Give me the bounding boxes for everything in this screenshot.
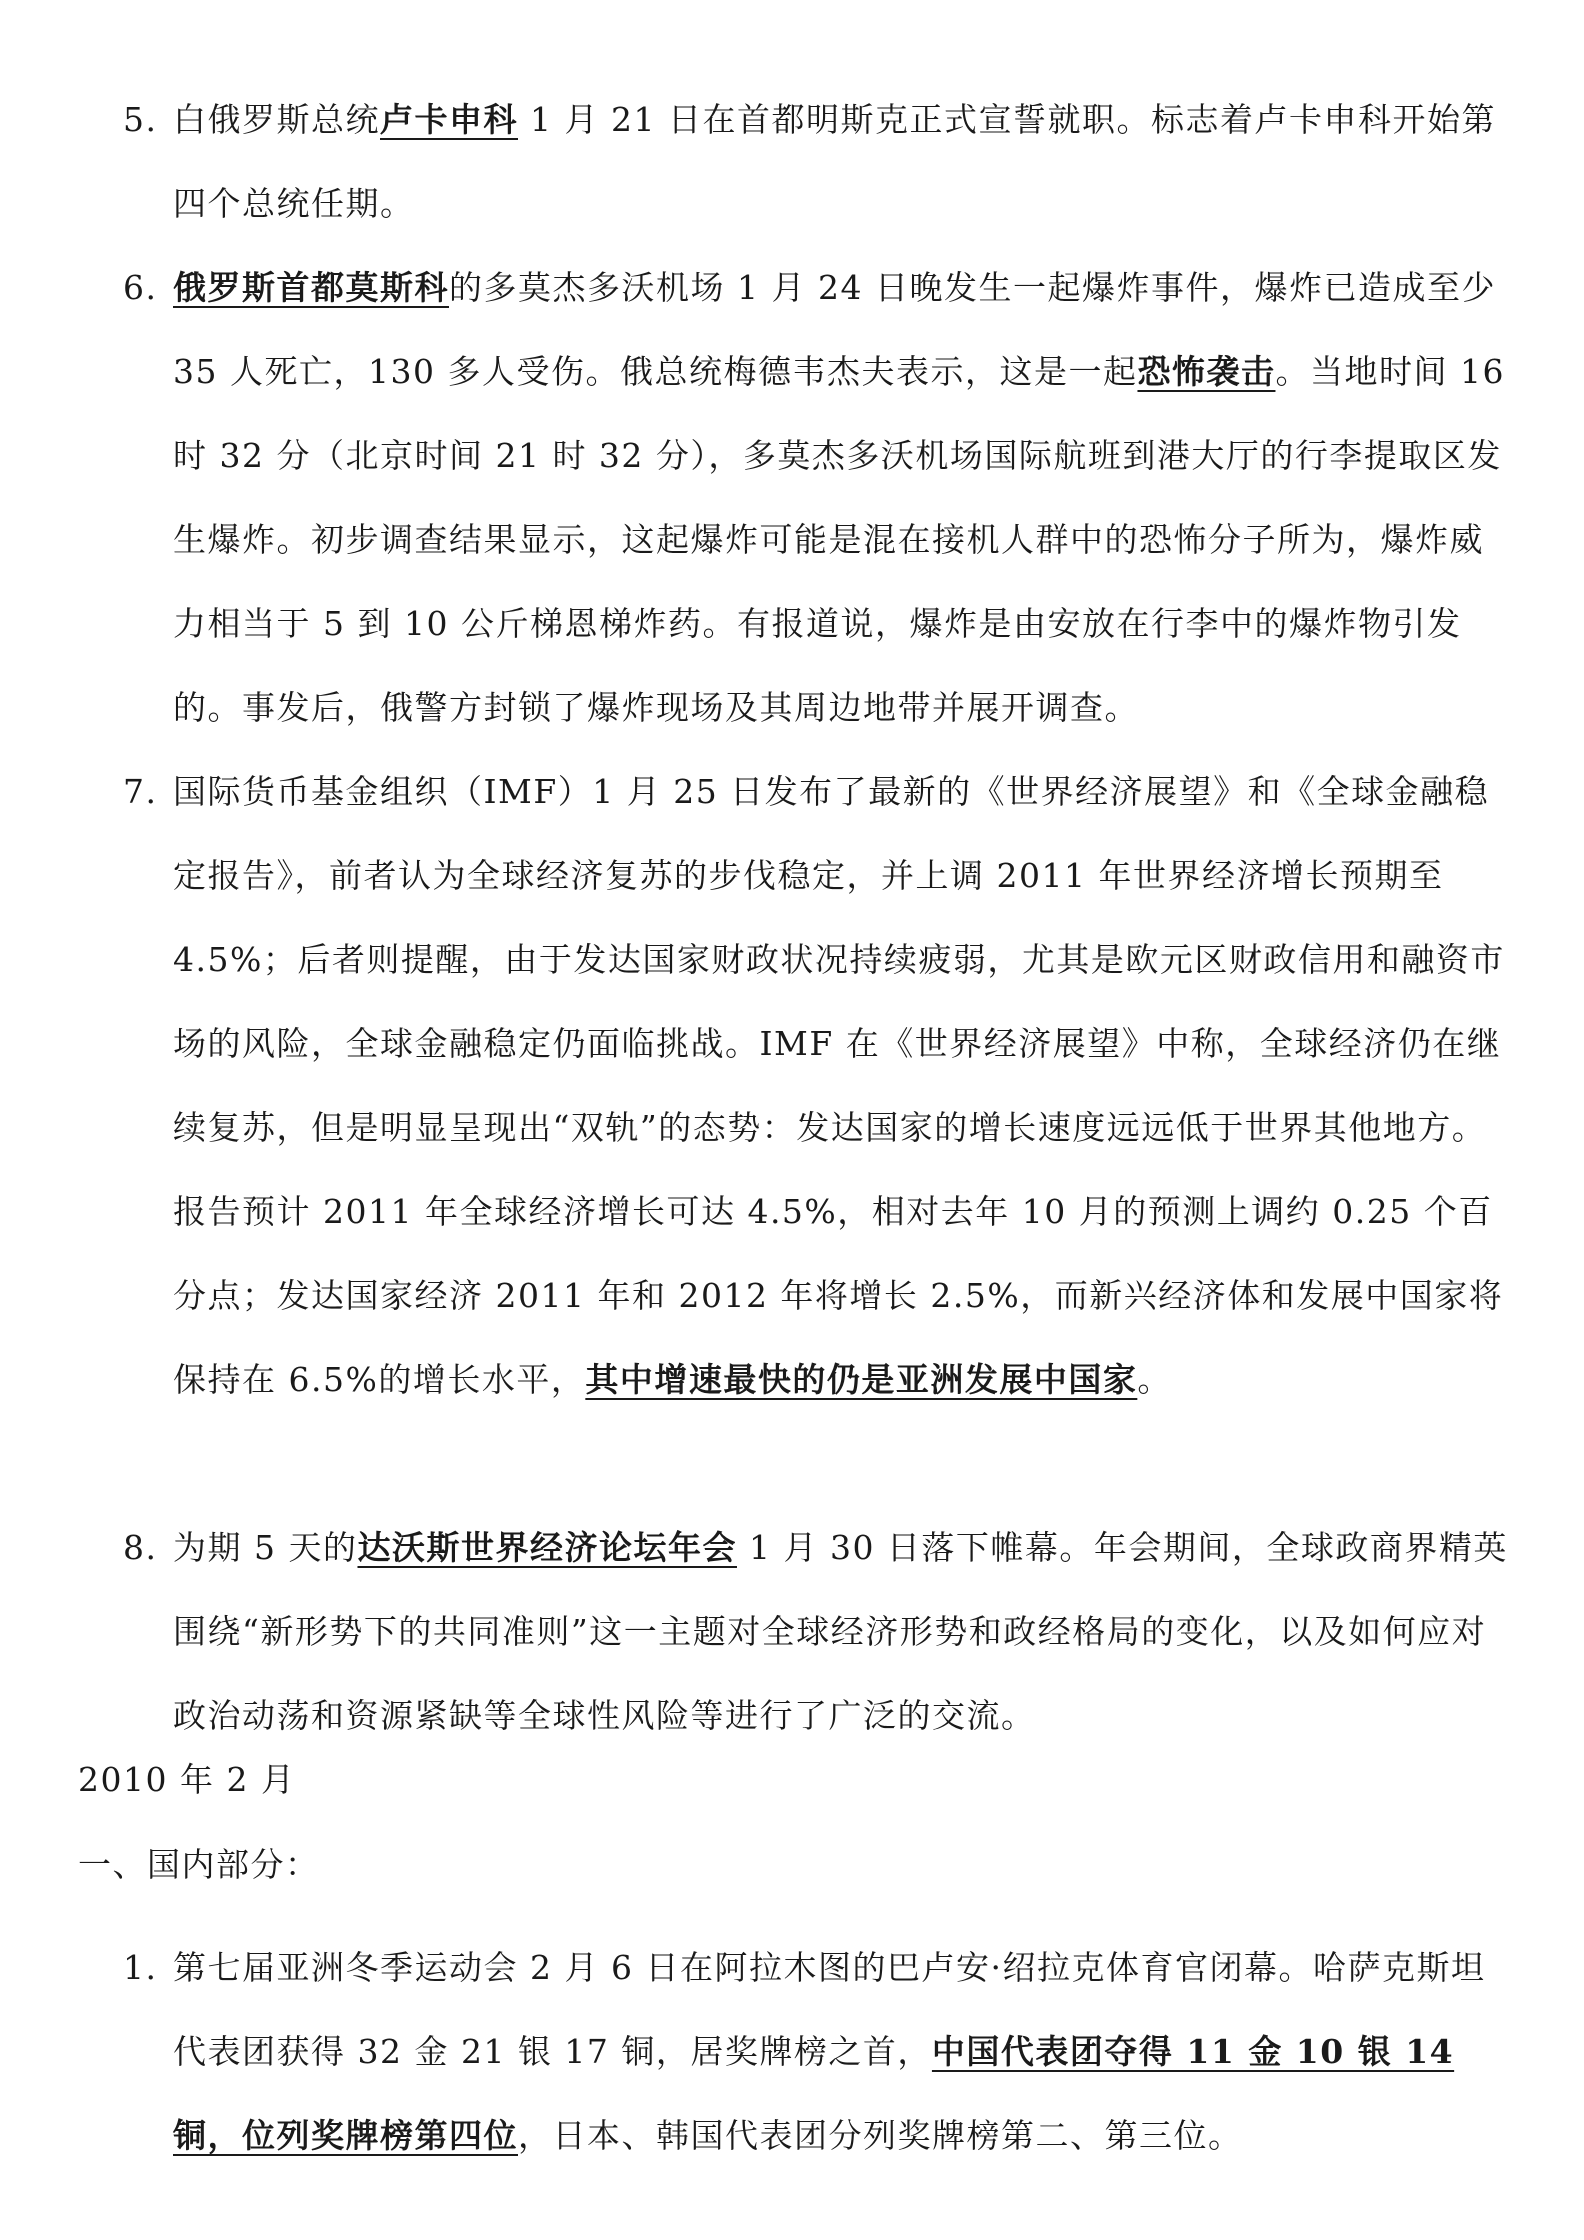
text-segment: 1 月 30 日落下帷幕。年会期间，全球政商界精英围绕“新形势下的共同准则”这一主题对全球经济形势和政经格局的变化，以及如何应对政治动荡和资源紧缺等全球性风险等进行了广泛的交流。 [173,1528,1508,1735]
text-segment: 。当地时间 16 时 32 分（北京时间 21 时 32 分），多莫杰多沃机场国际航班到港大厅的行李提取区发生爆炸。初步调查结果显示，这起爆炸可能是混在接机人群中的恐怖分子所为，爆炸威力相当于 5 到 10 公斤梯恩梯炸药。有报道说，爆炸是由安放在行李中的爆炸物引发的。事发后，俄警方封锁了爆炸现场及其周边地带并展开调查。 [173,352,1505,727]
text-segment: 为期 5 天的 [173,1528,358,1567]
item-text [173,1926,1508,2178]
item-text [173,750,1508,1422]
item-number: 1. [123,1948,158,1987]
item-text [173,78,1508,246]
text-segment: 的多莫杰多沃机场 1 月 24 日晚发生一起爆炸事件，爆炸已造成至少 35 人死亡，130 多人受伤。俄总统梅德韦杰夫表示，这是一起 [173,268,1496,391]
domestic-item-1 [123,1926,1508,2178]
item-number: 7. [123,772,158,811]
highlight-segment: 中国代表团夺得 11 金 10 银 14 铜，位列奖牌榜第四位 [173,2032,1455,2155]
text-segment: 国际货币基金组织（IMF）1 月 25 日发布了最新的《世界经济展望》和《全球金融稳定报告》，前者认为全球经济复苏的步伐稳定，并上调 2011 年世界经济增长预期至 4.5%；后者则提醒，由于发达国家财政状况持续疲弱，尤其是欧元区财政信用和融资市场的风险，全球金融稳定仍面临挑战。IMF 在《世界经济展望》中称，全球经济仍在继续复苏，但是明显呈现出“双轨”的态势：发达国家的增长速度远远低于世界其他地方。报告预计 2011 年全球经济增长可达 4.5%，相对去年 10 月的预测上调约 0.25 个百分点；发达国家经济 2011 年和 2012 年将增长 2.5%，而新兴经济体和发展中国家将保持在 6.5%的增长水平， [173,772,1505,1399]
news-item-5 [123,78,1508,246]
news-item-7 [123,750,1508,1422]
news-item-6 [123,246,1508,750]
text-segment: 1 月 21 日在首都明斯克正式宣誓就职。标志着卢卡申科开始第四个总统任期。 [173,100,1496,223]
highlight-segment: 俄罗斯首都莫斯科 [173,268,449,307]
highlight-segment: 恐怖袭击 [1137,352,1276,391]
highlight-segment: 达沃斯世界经济论坛年会 [357,1528,737,1567]
text-segment: 第七届亚洲冬季运动会 2 月 6 日在阿拉木图的巴卢安·绍拉克体育官闭幕。哈萨克斯坦代表团获得 32 金 21 银 17 铜，居奖牌榜之首， [173,1948,1486,2071]
item-number: 5. [123,100,158,139]
item-number: 8. [123,1528,158,1567]
text-segment: 白俄罗斯总统 [173,100,380,139]
item-number: 6. [123,268,158,307]
month-heading: 2010 年 2 月 [78,1760,296,1799]
text-segment: ，日本、韩国代表团分列奖牌榜第二、第三位。 [518,2116,1243,2155]
news-item-8 [123,1506,1508,1758]
item-text [173,246,1508,750]
highlight-segment: 其中增速最快的仍是亚洲发展中国家 [585,1360,1138,1399]
item-text [173,1506,1508,1758]
highlight-segment: 卢卡申科 [380,100,518,139]
text-segment: 。 [1137,1360,1172,1399]
section-heading: 一、国内部分： [78,1845,320,1884]
